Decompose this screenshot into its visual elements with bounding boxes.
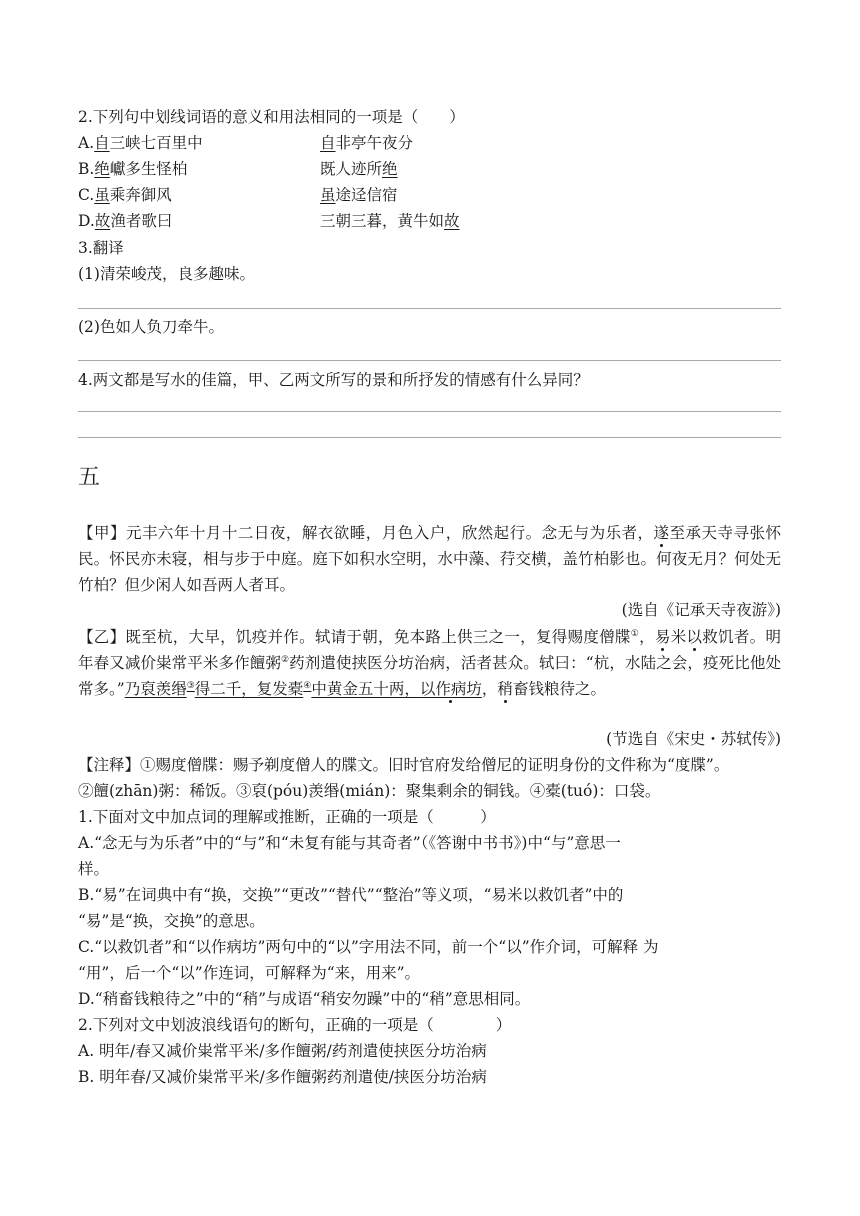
mc1-option-c-cont: “用”，后一个“以”作连词，可解释为“来，用来”。 [78, 964, 421, 982]
mc1-option-b: B.“易”在词典中有“换，交换”“更改”“替代”“整治”等义项，“易米以救饥者”中的 [78, 886, 624, 904]
q2-option-b-compare: 既人迹所绝 [320, 160, 398, 178]
answer-line [78, 411, 781, 412]
answer-line [78, 360, 781, 361]
section-title: 五 [78, 465, 101, 490]
passage-yi-source: (节选自《宋史・苏轼传》) [606, 730, 781, 748]
q2-option-d-compare: 三朝三暮，黄牛如故 [320, 212, 460, 230]
q2-option-a: A.自三峡七百里中 [78, 134, 203, 152]
q2-stem: 2.下列句中划线词语的意义和用法相同的一项是（ ） [78, 108, 465, 126]
q2-option-b: B.绝巘多生怪柏 [78, 160, 188, 178]
mc1-option-b-cont: “易”是“换，交换”的意思。 [78, 912, 265, 930]
answer-line [78, 437, 781, 438]
mc2-option-a: A. 明年/春又减价粜常平米/多作饘粥/药剂遣使挟医分坊治病 [78, 1042, 487, 1060]
passage-jia: 【甲】元丰六年十月十二日夜，解衣欲睡，月色入户，欣然起行。念无与为乐者，遂至承天寺寻张怀民。怀民亦未寝，相与步于中庭。庭下如积水空明，水中藻、荇交横，盖竹柏影也。何夜无月？何处无竹柏？但少闲人如吾两人者耳。 [78, 524, 781, 594]
q3-item-2: (2)色如人负刀牵牛。 [78, 318, 224, 336]
mc2-stem: 2.下列对文中划波浪线语句的断句，正确的一项是（ ） [78, 1016, 512, 1034]
q2-option-a-compare: 自非亭午夜分 [320, 134, 414, 152]
q2-option-c-compare: 虽途迳信宿 [320, 186, 398, 204]
mc1-option-a-cont: 样。 [78, 860, 110, 878]
passage-yi: 【乙】既至杭，大早，饥疫并作。轼请于朝，免本路上供三之一，复得赐度僧牒①，易米以救饥者。明年春又减价粜常平米多作饘粥②药剂遣使挟医分坊治病，活者甚众。轼曰：“杭，水陆之会，疫死比他处常多。”乃裒羡缗③得二千，复发橐④中黄金五十两，以作病坊，稍畜钱粮待之。 [78, 628, 781, 698]
mc1-stem: 1.下面对文中加点词的理解或推断，正确的一项是（ ） [78, 808, 496, 826]
notes-line-1: 【注释】①赐度僧牒：赐予剃度僧人的牒文。旧时官府发给僧尼的证明身份的文件称为“度牒”。 [78, 756, 730, 774]
mc1-option-a: A.“念无与为乐者”中的“与”和“未复有能与其奇者”（《答谢中书书》)中“与”意思一 [78, 834, 621, 852]
q2-option-c: C.虽乘奔御风 [78, 186, 172, 204]
notes-line-2: ②饘(zhān)粥：稀饭。③裒(póu)羡缗(mián)：聚集剩余的铜钱。④橐(tuó)：口袋。 [78, 782, 661, 800]
answer-line [78, 308, 781, 309]
mc1-option-c: C.“以救饥者”和“以作病坊”两句中的“以”字用法不同，前一个“以”作介词，可解释 为 [78, 938, 659, 956]
q2-option-d: D.故渔者歌曰 [78, 212, 173, 230]
q3-item-1: (1)清荣峻茂，良多趣味。 [78, 265, 255, 283]
q3-title: 3.翻译 [78, 239, 124, 257]
mc2-option-b: B. 明年春/又减价粜常平米/多作饘粥药剂遣使/挟医分坊治病 [78, 1068, 487, 1086]
passage-jia-source: (选自《记承天寺夜游》) [621, 601, 781, 619]
mc1-option-d: D.“稍畜钱粮待之”中的“稍”与成语“稍安勿躁”中的“稍”意思相同。 [78, 990, 531, 1008]
q4-stem: 4.两文都是写水的佳篇，甲、乙两文所写的景和所抒发的情感有什么异同？ [78, 371, 589, 389]
